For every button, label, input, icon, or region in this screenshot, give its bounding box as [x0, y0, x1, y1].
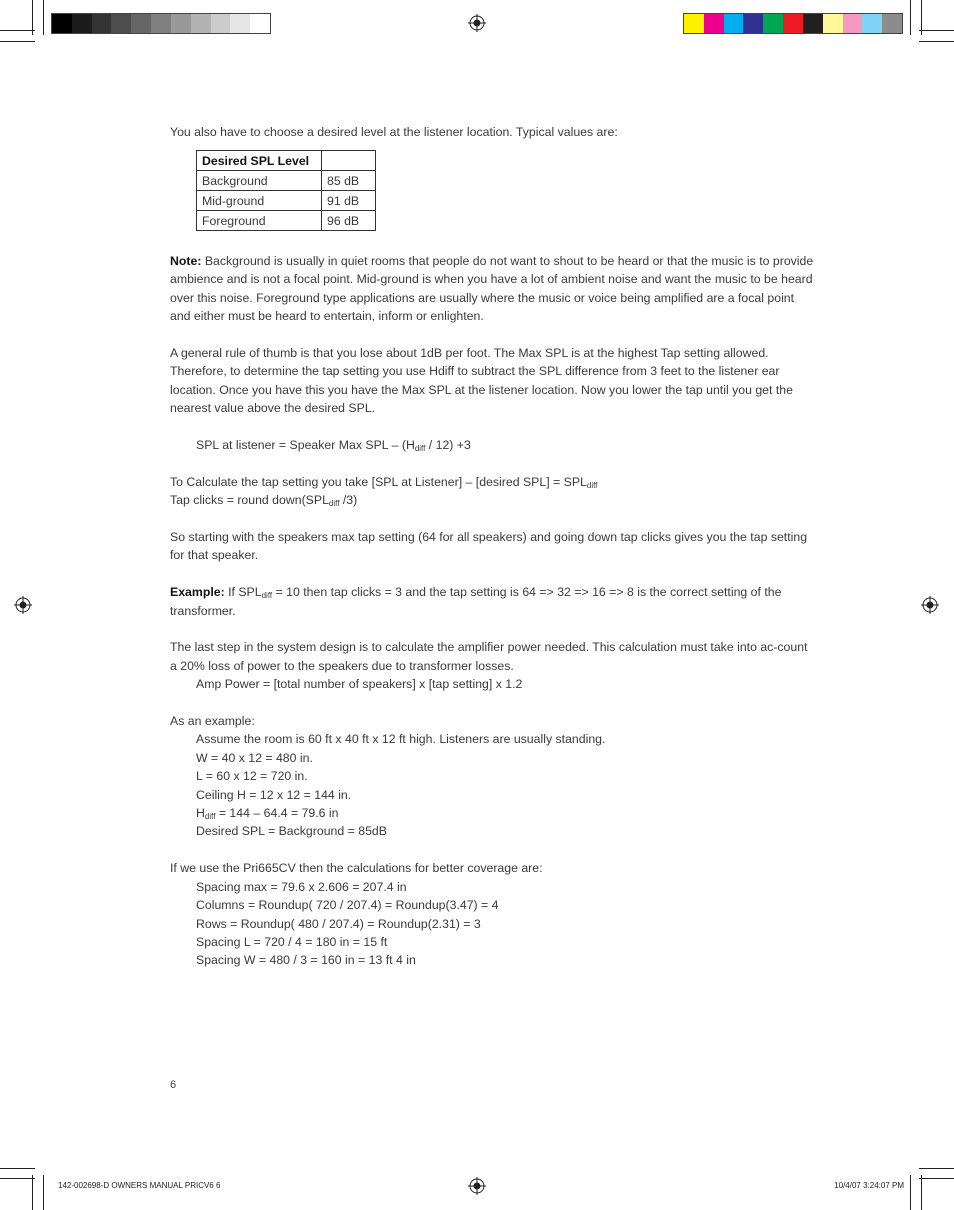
- table-cell: 96 dB: [322, 211, 376, 231]
- pri-line: Rows = Roundup( 480 / 207.4) = Roundup(2.31) = 3: [196, 916, 481, 931]
- crop-mark: [0, 1178, 35, 1179]
- process-swatch: [724, 14, 744, 33]
- note-text: Background is usually in quiet rooms that people do not want to shout to be heard or that the music is to provide ambience and is not a focal point. Mid-ground is when you have a lot of ambient noise and want the music to be heard over this noise. Foreground type applications are usually where the music or voice being amplified are a focal point and either must be heard to entertain, inform or enlighten.: [170, 254, 814, 324]
- crop-mark: [910, 0, 911, 35]
- crop-mark: [0, 30, 35, 31]
- crop-mark: [921, 0, 922, 35]
- tap-clicks-text: Tap clicks = round down(SPL: [170, 493, 329, 508]
- table-row: [197, 191, 376, 211]
- grayscale-swatch: [250, 14, 270, 33]
- crop-mark: [32, 1175, 33, 1210]
- pri-line: Columns = Roundup( 720 / 207.4) = Roundup(3.47) = 4: [196, 898, 499, 913]
- example-paragraph: [170, 583, 815, 620]
- registration-mark-icon: [468, 1177, 486, 1195]
- crop-mark: [919, 30, 954, 31]
- intro-paragraph: [170, 123, 815, 141]
- grayscale-swatch: [151, 14, 171, 33]
- tap-clicks-text: /3): [339, 493, 358, 508]
- formula-text: SPL at listener = Speaker Max SPL – (H: [196, 438, 415, 453]
- page-number: 6: [170, 1079, 177, 1091]
- table-header-cell: Desired SPL Level: [197, 151, 322, 171]
- starting-paragraph: So starting with the speakers max tap setting (64 for all speakers) and going down tap clicks gives you the tap setting for that speaker.: [170, 530, 808, 563]
- example-text: = 10 then tap clicks = 3 and the tap setting is 64 => 32 => 16 => 8 is the correct setting of the transformer.: [170, 585, 782, 618]
- last-step-paragraph: The last step in the system design is to calculate the amplifier power needed. This calculation must take into ac-count a 20% loss of power to the speakers due to transformer losses.: [170, 640, 808, 673]
- example-line: Ceiling H = 12 x 12 = 144 in.: [196, 787, 352, 802]
- grayscale-swatch: [111, 14, 131, 33]
- calc-tap-line: [170, 473, 815, 491]
- process-swatch: [882, 14, 902, 33]
- process-swatch: [783, 14, 803, 33]
- crop-mark: [0, 41, 35, 42]
- tap-clicks-line: [170, 491, 815, 509]
- table-cell: Mid-ground: [197, 191, 322, 211]
- grayscale-swatch: [211, 14, 231, 33]
- table-cell: 85 dB: [322, 171, 376, 191]
- grayscale-swatch: [92, 14, 112, 33]
- table-cell: 91 dB: [322, 191, 376, 211]
- pri-line: Spacing L = 720 / 4 = 180 in = 15 ft: [196, 934, 388, 949]
- pri-intro: If we use the Pri665CV then the calculations for better coverage are:: [170, 861, 543, 876]
- grayscale-swatch: [131, 14, 151, 33]
- registration-mark-icon: [468, 14, 486, 32]
- slug-right: 10/4/07 3:24:07 PM: [834, 1181, 904, 1190]
- main-body: [170, 252, 815, 970]
- crop-mark: [919, 1168, 954, 1169]
- note-label: Note:: [170, 254, 202, 268]
- table-row: [197, 171, 376, 191]
- table-cell: Foreground: [197, 211, 322, 231]
- example-label: Example:: [170, 585, 225, 600]
- registration-mark-icon: [14, 596, 32, 614]
- intro-text: You also have to choose a desired level at the listener location. Typical values are:: [170, 125, 618, 139]
- process-swatch: [743, 14, 763, 33]
- table-cell: Background: [197, 171, 322, 191]
- table-header-cell: [322, 151, 376, 171]
- rule-of-thumb-paragraph: A general rule of thumb is that you lose about 1dB per foot. The Max SPL is at the highest Tap setting allowed. Therefore, to determine the tap setting you use Hdiff to subtract the SPL difference from 3 feet to the listener ear location. Once you have this you have the Max SPL at the listener location. Now you lower the tap until you get the nearest value above the desired SPL.: [170, 346, 793, 416]
- process-swatch: [803, 14, 823, 33]
- crop-mark: [32, 0, 33, 35]
- formula-text: / 12) +3: [425, 438, 471, 453]
- crop-mark: [919, 41, 954, 42]
- process-color-bar: [683, 13, 903, 34]
- crop-mark: [0, 1168, 35, 1169]
- process-swatch: [823, 14, 843, 33]
- process-swatch: [684, 14, 704, 33]
- example-line: L = 60 x 12 = 720 in.: [196, 769, 308, 784]
- process-swatch: [843, 14, 863, 33]
- formula-subscript: diff: [414, 444, 426, 454]
- slug-left: 142-002698-D OWNERS MANUAL PRICV6 6: [58, 1181, 221, 1190]
- example-subscript: diff: [261, 591, 273, 601]
- hdiff-text: H: [196, 806, 205, 821]
- grayscale-swatch: [230, 14, 250, 33]
- table-row: [197, 211, 376, 231]
- process-swatch: [704, 14, 724, 33]
- spl-level-table: [196, 150, 376, 231]
- example-line: Desired SPL = Background = 85dB: [196, 824, 387, 839]
- example-text: If SPL: [224, 585, 262, 600]
- pri-line: Spacing max = 79.6 x 2.606 = 207.4 in: [196, 879, 407, 894]
- grayscale-swatch: [72, 14, 92, 33]
- table-header-row: [197, 151, 376, 171]
- example-line: W = 40 x 12 = 480 in.: [196, 750, 313, 765]
- grayscale-swatch: [52, 14, 72, 33]
- spl-formula: [170, 436, 815, 454]
- hdiff-subscript: diff: [204, 812, 216, 822]
- calc-tap-subscript: diff: [586, 480, 598, 490]
- calc-tap-text: To Calculate the tap setting you take [SPL at Listener] – [desired SPL] = SPL: [170, 474, 587, 489]
- hdiff-text: = 144 – 64.4 = 79.6 in: [215, 806, 339, 821]
- amp-power-formula: Amp Power = [total number of speakers] x [tap setting] x 1.2: [196, 677, 523, 692]
- process-swatch: [862, 14, 882, 33]
- tap-clicks-subscript: diff: [328, 499, 340, 509]
- grayscale-swatch: [191, 14, 211, 33]
- example-line: Assume the room is 60 ft x 40 ft x 12 ft high. Listeners are usually standing.: [196, 732, 606, 747]
- as-example-heading: As an example:: [170, 714, 255, 729]
- crop-mark: [919, 1178, 954, 1179]
- crop-mark: [43, 1175, 44, 1210]
- grayscale-color-bar: [51, 13, 271, 34]
- process-swatch: [763, 14, 783, 33]
- example-line: [170, 804, 815, 822]
- grayscale-swatch: [171, 14, 191, 33]
- crop-mark: [921, 1175, 922, 1210]
- note-paragraph: [170, 252, 815, 326]
- pri-line: Spacing W = 480 / 3 = 160 in = 13 ft 4 in: [196, 953, 416, 968]
- registration-mark-icon: [921, 596, 939, 614]
- crop-mark: [43, 0, 44, 35]
- crop-mark: [910, 1175, 911, 1210]
